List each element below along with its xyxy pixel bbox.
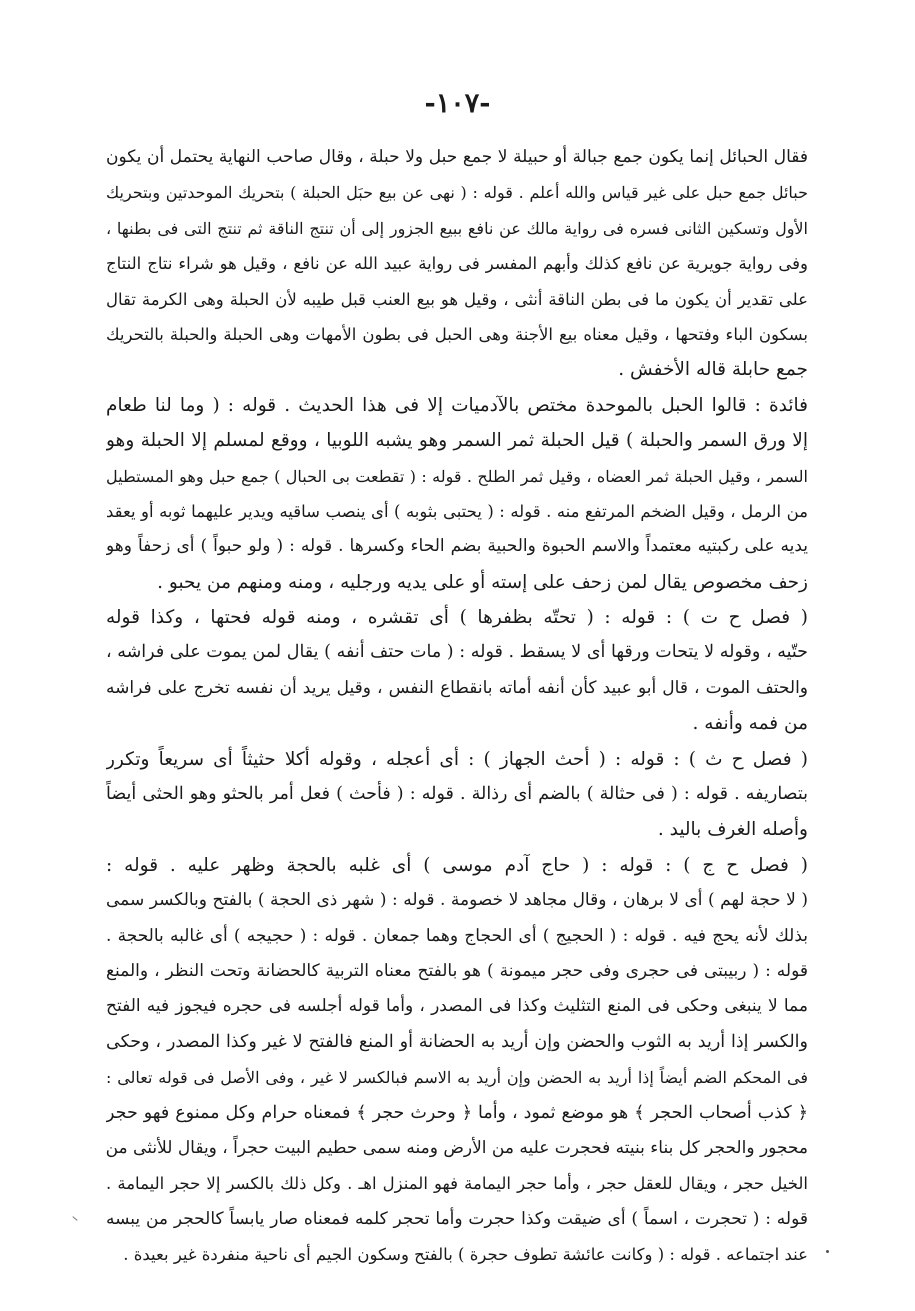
text-line: قوله : ( ربيبتى فى حجرى وفى حجر ميمونة ) هو بالفتح معناه التربية كالحضانة وتحت النظر ، والمنع — [106, 960, 808, 981]
margin-mark — [72, 1216, 77, 1221]
text-line: السمر ، وقيل الحبلة ثمر العضاه ، وقيل ثمر الطلح . قوله : ( تقطعت بى الحبال ) جمع حبل وهو المستطيل — [106, 466, 808, 486]
page-number: -١٠٧- — [424, 88, 491, 119]
margin-dot — [826, 1250, 829, 1253]
text-line: بذلك لأنه يحج فيه . قوله : ( الحجيج ) أى الحجاج وهما جمعان . قوله : ( حجيجه ) أى غالبه بالحجة . — [106, 925, 808, 946]
text-line: والكسر إذا أريد به الثوب والحضن وإن أريد به الحضانة أو المنع فالفتح لا غير وكذا المصدر ، وحكى — [106, 1031, 808, 1052]
text-line: بتصاريفه . قوله : ( فى حثالة ) بالضم أى رذالة . قوله : ( فأحث ) فعل أمر بالحثو وهو الحثى أيضاً — [106, 784, 808, 805]
text-line: حتّيه ، وقوله لا يتحات ورقها أى لا يسقط . قوله : ( مات حتف أنفه ) يقال لمن يموت على فراشه ، — [106, 642, 808, 663]
text-line: قوله : ( تحجرت ، اسماً ) أى ضيقت وكذا حجرت وأما تحجر كلمه فمعناه صار يابساً كالحجر من يبسه — [106, 1208, 808, 1229]
text-line: وفى رواية جويرية عن نافع كذلك وأبهم المفسر فى رواية عبيد الله عن نافع ، وقيل هو شراء نتاج النتاج — [106, 254, 808, 274]
body-text — [106, 140, 808, 1273]
text-line: الأول وتسكين الثانى فسره فى رواية مالك عن نافع ببيع الجزور إلى أن تنتج الناقة ثم تنتج التى فى بطنها ، — [106, 218, 808, 238]
text-line: فائدة : قالوا الحبل بالموحدة مختص بالآدميات إلا فى هذا الحديث . قوله : ( وما لنا طعام — [106, 394, 808, 416]
text-line: ( فصل ح ث ) : قوله : ( أحث الجهاز ) : أى أعجله ، وقوله أكلا حثيثاً أى سريعاً وتكرر — [106, 748, 808, 770]
text-line: على تقدير أن يكون ما فى بطن الناقة أنثى ، وقيل هو بيع العنب قبل طيبه لأن الحبلة وهى الكرمة تقال — [106, 289, 808, 309]
text-line: ( فصل ح ج ) : قوله : ( حاج آدم موسى ) أى غلبه بالحجة وظهر عليه . قوله : — [106, 854, 808, 876]
text-line: ﴿ كذب أصحاب الحجر ﴾ هو موضع ثمود ، وأما ﴿ وحرث حجر ﴾ فمعناه حرام وكل ممنوع فهو حجر — [106, 1102, 808, 1123]
text-line: حبائل جمع حبل على غير قياس والله أعلم . قوله : ( نهى عن بيع حبَل الحبلة ) بتحريك الموحدتين وبتحريك — [106, 183, 808, 203]
text-line: والحتف الموت ، قال أبو عبيد كأن أنفه أماته بانقطاع النفس ، وقيل يريد أن نفسه تخرج على فراشه — [106, 677, 808, 698]
text-line: مما لا ينبغى وحكى فى المنع التثليث وكذا فى المصدر ، وأما قوله أجلسه فى حجره فيجوز فيه الفتح — [106, 996, 808, 1017]
text-line: بسكون الباء وفتحها ، وقيل معناه بيع الأجنة وهى الحبل فى بطون الأمهات وهى الحبلة والحبلة بالتحريك — [106, 324, 808, 344]
text-line: جمع حابلة قاله الأخفش . — [618, 359, 808, 381]
text-line: ( لا حجة لهم ) أى لا برهان ، وقال مجاهد لا خصومة . قوله : ( شهر ذى الحجة ) بالفتح وبالكسر سمى — [106, 890, 808, 911]
text-line: وأصله الغرف باليد . — [657, 819, 808, 841]
text-line: من الرمل ، وقيل الضخم المرتفع منه . قوله : ( يحتبى بثوبه ) أى ينصب ساقيه ويدير عليهما ثوبه أو يعقد — [106, 501, 808, 521]
text-line: يديه على ركبتيه معتمداً والاسم الحبوة والحبية بضم الحاء وكسرها . قوله : ( ولو حبواً ) أى زحفاً وهو — [106, 536, 808, 557]
text-line: محجور والحجر كل بناء بنيته فحجرت عليه من الأرض ومنه سمى حطيم البيت حجراً ، ويقال للأنثى من — [106, 1137, 808, 1158]
text-line: فقال الحبائل إنما يكون جمع جبالة أو حبيلة لا جمع حبل ولا حبلة ، وقال صاحب النهاية يحتمل أن يكون — [106, 147, 808, 167]
text-line: زحف مخصوص يقال لمن زحف على إسته أو على يديه ورجليه ، ومنه ومنهم من يحبو . — [157, 571, 808, 593]
text-line: فى المحكم الضم أيضاً إذا أريد به الحضن وإن أريد به الاسم فبالكسر لا غير ، وفى الأصل فى قوله تعالى : — [106, 1068, 808, 1088]
text-line: الخيل حجر ، ويقال للعقل حجر ، وأما حجر اليمامة فهو المنزل اهـ . وكل ذلك بالكسر إلا حجر اليمامة . — [106, 1174, 808, 1194]
text-line: ( فصل ح ت ) : قوله : ( تحتّه بظفرها ) أى تقشره ، ومنه قوله فحتها ، وكذا قوله — [106, 607, 808, 629]
text-line: إلا ورق السمر والحبلة ) قيل الحبلة ثمر السمر وهو يشبه اللوبيا ، ووقع لمسلم إلا الحبلة وهو — [106, 430, 808, 452]
text-line: عند اجتماعه . قوله : ( وكانت عائشة تطوف حجرة ) بالفتح وسكون الجيم أى ناحية منفردة غير بعيدة . — [123, 1245, 808, 1265]
text-line: من فمه وأنفه . — [692, 713, 808, 735]
